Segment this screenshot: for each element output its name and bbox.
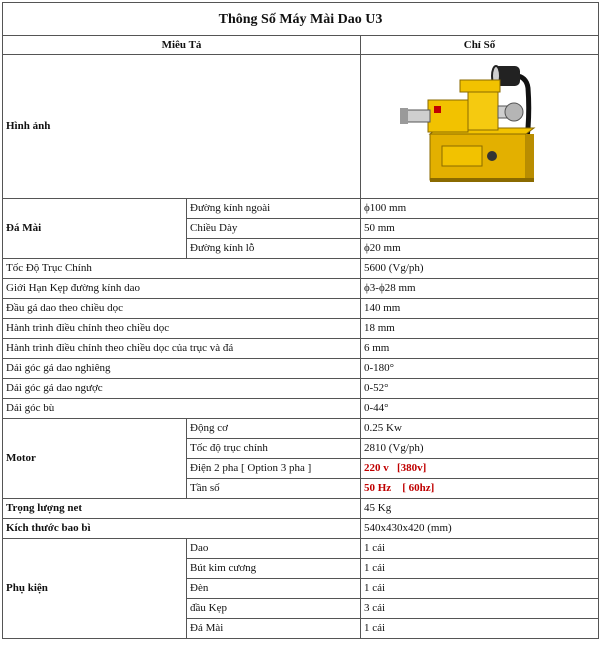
spec-value: ϕ3-ϕ28 mm: [361, 279, 599, 299]
spec-name: Đầu gá dao theo chiều dọc: [3, 299, 361, 319]
spec-value: 5600 (Vg/ph): [361, 259, 599, 279]
spec-name: Hành trình điều chỉnh theo chiều dọc của trục và đá: [3, 339, 361, 359]
machine-photo: [361, 55, 599, 199]
spec-value: 0-44°: [361, 399, 599, 419]
description-header: Miêu Tả: [3, 36, 361, 55]
wheel-thickness-name: Chiều Dày: [187, 219, 361, 239]
accessory-qty: 1 cái: [361, 579, 599, 599]
grinding-wheel-label: Đá Mài: [3, 199, 187, 259]
wheel-thickness-value: 50 mm: [361, 219, 599, 239]
spec-name: Dải góc bù: [3, 399, 361, 419]
front-panel: [442, 146, 482, 166]
spec-value: 0-180°: [361, 359, 599, 379]
motor-speed-name: Tốc độ trục chính: [187, 439, 361, 459]
motor-power-name: Động cơ: [187, 419, 361, 439]
motor-frequency-name: Tần số: [187, 479, 361, 499]
accessory-name: đầu Kẹp: [187, 599, 361, 619]
motor-power-value: 0.25 Kw: [361, 419, 599, 439]
spec-value: 0-52°: [361, 379, 599, 399]
value-header: Chỉ Số: [361, 36, 599, 55]
base-foot: [430, 178, 534, 182]
wheel-outer-diameter-name: Đường kính ngoài: [187, 199, 361, 219]
accessory-qty: 1 cái: [361, 559, 599, 579]
wheel-housing: [428, 100, 468, 132]
spec-name: Hành trình điều chỉnh theo chiều dọc: [3, 319, 361, 339]
spec-value: 140 mm: [361, 299, 599, 319]
adjust-knob: [487, 151, 497, 161]
wheel-outer-diameter-value: ϕ100 mm: [361, 199, 599, 219]
spec-name: Tốc Độ Trục Chính: [3, 259, 361, 279]
image-label: Hình ảnh: [3, 55, 361, 199]
grinder-machine-illustration: [400, 60, 560, 190]
motor-frequency-value: 50 Hz [ 60hz]: [361, 479, 599, 499]
net-weight-name: Trọng lượng net: [3, 499, 361, 519]
package-size-name: Kích thước bao bì: [3, 519, 361, 539]
wheel-bore-value: ϕ20 mm: [361, 239, 599, 259]
page-title: Thông Số Máy Mài Dao U3: [3, 3, 599, 36]
motor-voltage-value: 220 v [380v]: [361, 459, 599, 479]
motor-speed-value: 2810 (Vg/ph): [361, 439, 599, 459]
accessory-name: Đèn: [187, 579, 361, 599]
package-size-value: 540x430x420 (mm): [361, 519, 599, 539]
top-guard: [460, 80, 500, 92]
spec-name: Giới Hạn Kẹp đường kính dao: [3, 279, 361, 299]
tool-holder: [505, 103, 523, 121]
wheel-bore-name: Đường kính lỗ: [187, 239, 361, 259]
spec-name: Dải góc gá dao nghiêng: [3, 359, 361, 379]
switch-red: [434, 106, 441, 113]
accessory-name: Bút kim cương: [187, 559, 361, 579]
accessory-qty: 1 cái: [361, 619, 599, 639]
spec-table: [2, 2, 599, 639]
spec-value: 18 mm: [361, 319, 599, 339]
spec-name: Dải góc gá dao ngược: [3, 379, 361, 399]
accessory-name: Dao: [187, 539, 361, 559]
accessory-name: Đá Mài: [187, 619, 361, 639]
accessory-qty: 3 cái: [361, 599, 599, 619]
accessory-qty: 1 cái: [361, 539, 599, 559]
net-weight-value: 45 Kg: [361, 499, 599, 519]
left-wheel: [400, 108, 408, 124]
motor-voltage-name: Điện 2 pha [ Option 3 pha ]: [187, 459, 361, 479]
accessories-label: Phụ kiện: [3, 539, 187, 639]
motor-housing: [468, 90, 498, 130]
motor-label: Motor: [3, 419, 187, 499]
base-side: [526, 134, 534, 180]
spec-value: 6 mm: [361, 339, 599, 359]
left-spindle: [406, 110, 430, 122]
